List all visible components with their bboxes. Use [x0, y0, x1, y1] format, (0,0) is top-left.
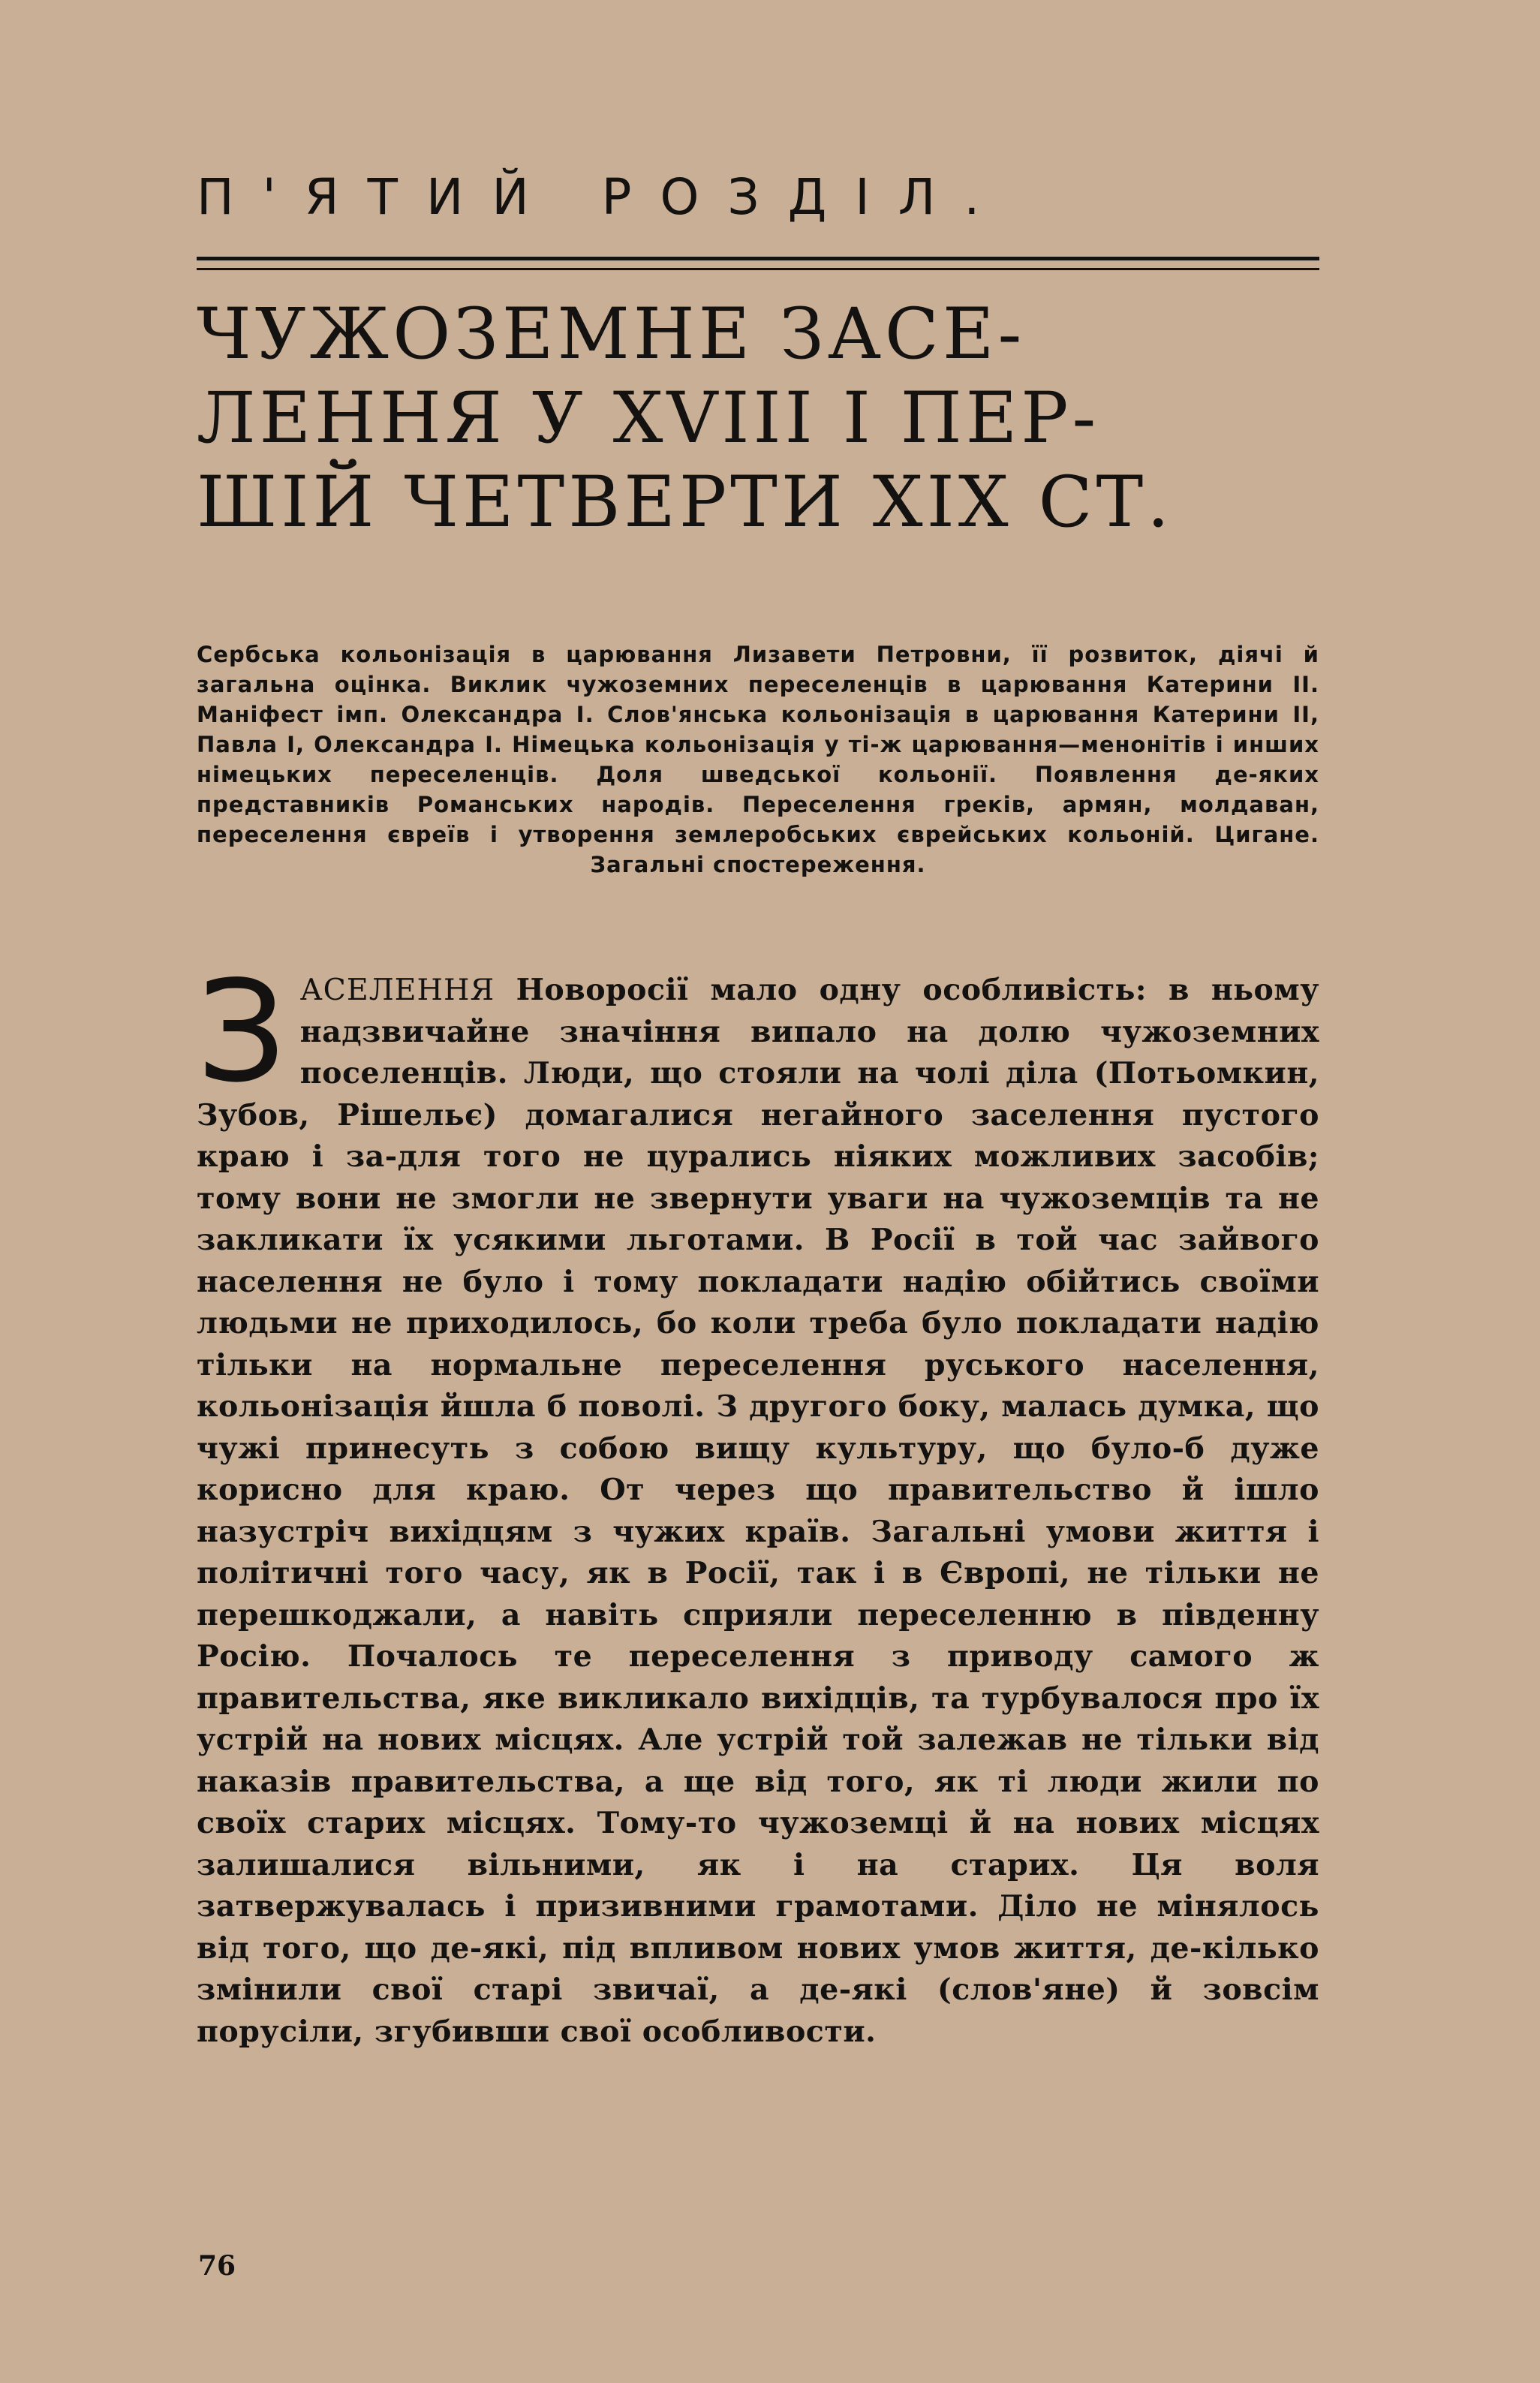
chapter-title	[197, 293, 1319, 545]
page-number: 76	[198, 2250, 236, 2282]
lead-word: АСЕЛЕННЯ	[299, 973, 516, 1007]
chapter-title-line-3: ШІЙ ЧЕТВЕРТИ XIX СТ.	[197, 462, 1174, 543]
chapter-title-line-1: ЧУЖОЗЕМНЕ ЗАСЕ-	[197, 293, 1026, 375]
drop-cap: З	[197, 950, 287, 1113]
body-text: Новоросії мало одну особливість: в ньому надзвичайне значіння випало на долю чужоземних поселенців. Люди, що стояли на чолі діла (Потьомкин, Зубов, Рішельє) домагалися негайного заселення пустого краю і за-для того не цурались ніяких можливих засобів; тому вони не змогли не звернути уваги на чужоземців та не закликати їх усякими льготами. В Росії в той час зайвого населення не було і тому покладати надію обійтись своїми людьми не приходилось, бо коли треба було покладати надію тільки на нормальне переселення руського населення, кольонізація йшла б поволі. З другого боку, малась думка, що чужі принесуть з собою вищу культуру, що було-б дуже корисно для краю. От через що правительство й ішло назустріч вихідцям з чужих країв. Загальні умови життя і політичні того часу, як в Росії, так і в Європі, не тільки не перешкоджали, а навіть сприяли переселенню в південну Росію. Почалось те переселення з приводу самого ж правительства, яке викликало вихідців, та турбувалося про їх устрій на нових місцях. Але устрій той залежав не тільки від наказів правительства, а ще від того, як ті люди жили по своїх старих місцях. Тому-то чужоземці й на нових місцях залишалися вільними, як і на старих. Ця воля затвержувалась і призивними грамотами. Діло не мінялось від того, що де-які, під впливом нових умов життя, де-кілько змінили свої старі звичаї, а де-які (слов'яне) й зовсім порусіли, згубивши свої особливости.	[197, 973, 1319, 2049]
chapter-heading: П'ЯТИЙ РОЗДІЛ.	[197, 168, 1009, 226]
heading-rule-bottom	[197, 268, 1319, 270]
heading-rule-top	[197, 257, 1319, 260]
chapter-title-line-2: ЛЕННЯ У XVIII І ПЕР-	[197, 378, 1100, 459]
body-paragraph	[197, 950, 1319, 2053]
page-content	[197, 150, 1319, 2053]
chapter-summary: Сербська кольонізація в царювання Лизавети Петровни, її розвиток, діячі й загальна оцінка. Виклик чужоземних переселенців в царювання Катерини II. Маніфест імп. Олександра І. Слов'янська кольонізація в царювання Катерини II, Павла І, Олександра І. Німецька кольонізація у ті-ж царювання—менонітів і инших німецьких переселенців. Доля шведської кольонії. Появлення де-яких представників Романських народів. Переселення греків, армян, молдаван, переселення євреїв і утворення землеробських єврейських кольоній. Цигане. Загальні спостереження.	[197, 642, 1319, 877]
